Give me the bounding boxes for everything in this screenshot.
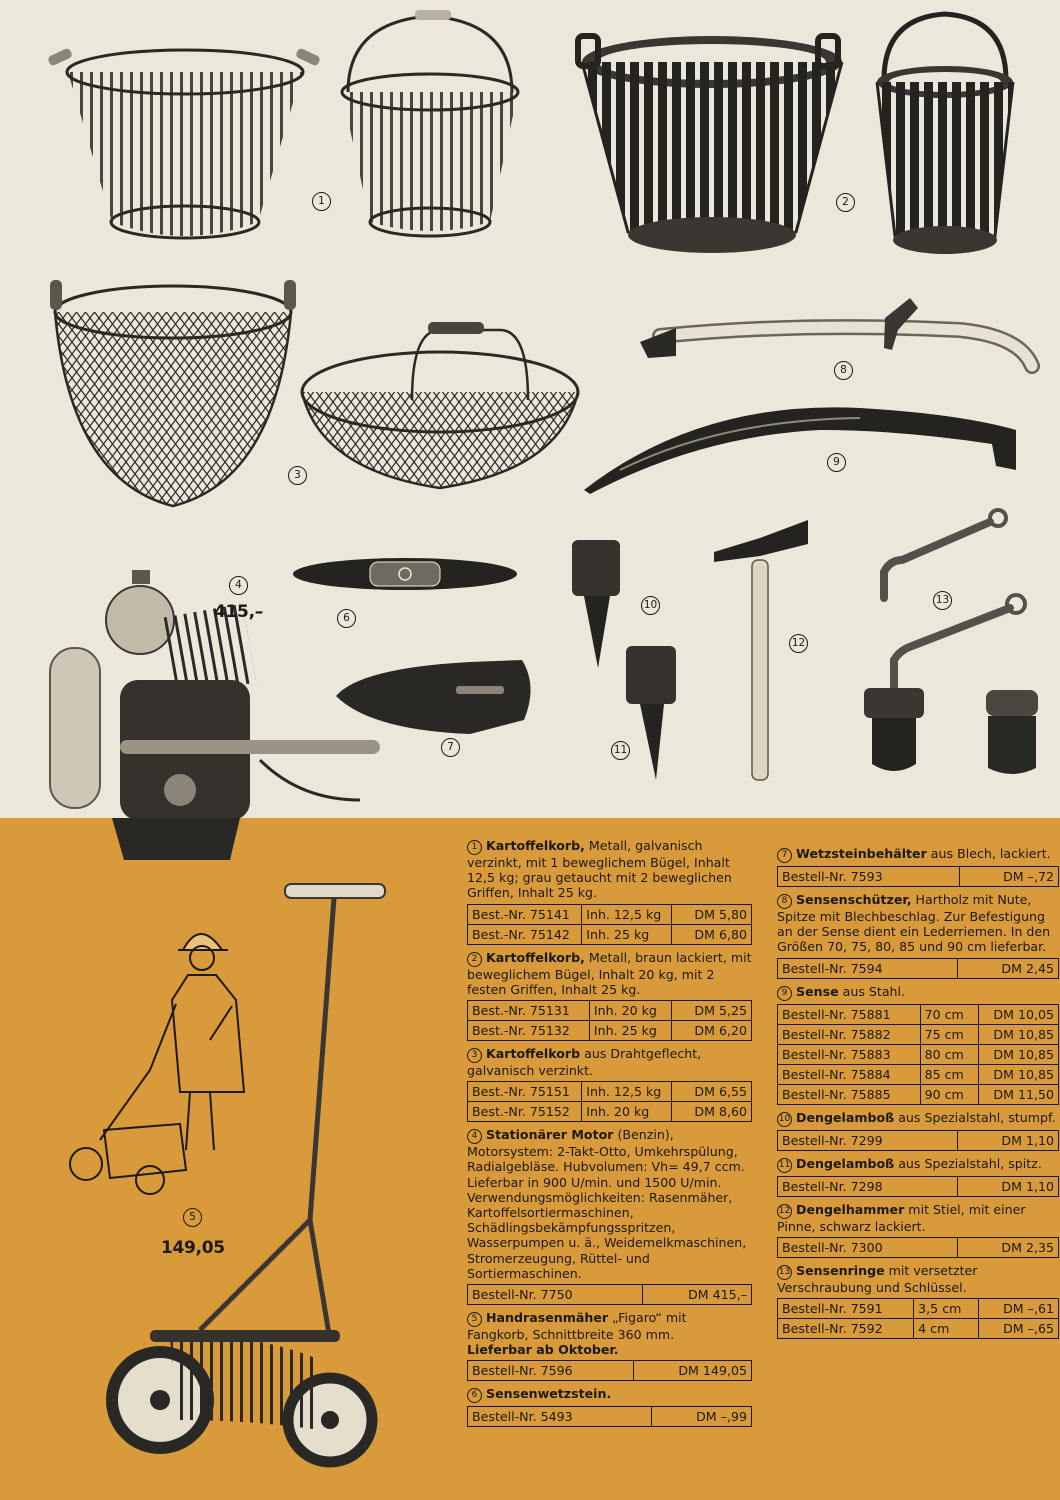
scythe-rings-image xyxy=(864,510,1038,774)
motor-price-label: 415,– xyxy=(214,602,263,622)
item-name: Stationärer Motor xyxy=(486,1127,614,1143)
item-text: aus Spezialstahl, spitz. xyxy=(894,1155,1042,1171)
order-cell: 90 cm xyxy=(920,1084,978,1104)
item-name: Kartoffelkorb, xyxy=(486,838,585,853)
price-cell: DM 415,– xyxy=(643,1285,752,1305)
price-cell: DM 10,85 xyxy=(979,1064,1059,1084)
order-cell: 80 cm xyxy=(920,1044,978,1064)
order-cell: 85 cm xyxy=(920,1064,978,1084)
order-row xyxy=(778,1064,1059,1084)
item-number: 6 xyxy=(467,1388,482,1403)
order-cell: Inh. 25 kg xyxy=(582,924,672,944)
order-cell: Inh. 25 kg xyxy=(589,1021,671,1041)
mesh-basket-round-image xyxy=(50,280,296,506)
order-table xyxy=(467,1081,752,1122)
order-row xyxy=(468,924,752,944)
item-number: 12 xyxy=(777,1204,792,1219)
order-cell: Best.-Nr. 75132 xyxy=(468,1021,590,1041)
price-cell: DM 149,05 xyxy=(634,1361,752,1381)
item-text: mit versetzter Verschraubung und Schlüssel. xyxy=(777,1262,978,1295)
item-text: aus Spezialstahl, stumpf. xyxy=(894,1109,1056,1125)
order-cell: Bestell-Nr. 7299 xyxy=(778,1130,958,1150)
order-row xyxy=(468,904,752,924)
item-description xyxy=(467,1046,752,1078)
order-row xyxy=(778,1299,1059,1319)
order-table xyxy=(467,1000,752,1041)
order-cell: Bestell-Nr. 7596 xyxy=(468,1361,634,1381)
price-cell: DM –,72 xyxy=(959,867,1058,887)
order-cell: Best.-Nr. 75131 xyxy=(468,1001,590,1021)
item-text: aus Stahl. xyxy=(838,983,906,999)
order-cell: Best.-Nr. 75151 xyxy=(468,1082,582,1102)
order-cell: Best.-Nr. 75152 xyxy=(468,1102,582,1122)
description-column-left xyxy=(467,838,752,1432)
price-cell: DM 10,85 xyxy=(979,1044,1059,1064)
order-row xyxy=(468,1407,752,1427)
callout-6: 6 xyxy=(337,609,356,628)
item-number: 9 xyxy=(777,986,792,1001)
order-cell: Bestell-Nr. 7298 xyxy=(778,1176,958,1196)
order-row xyxy=(778,958,1059,978)
item-availability: Lieferbar ab Oktober. xyxy=(467,1342,619,1358)
item-text: Metall, galvanisch verzinkt, mit 1 beweglichem Bügel, Inhalt 12,5 kg; grau getaucht mit 2 beweglichen Griffen, Inhalt 25 kg. xyxy=(467,838,732,901)
price-cell: DM 10,05 xyxy=(979,1004,1059,1024)
callout-10: 10 xyxy=(641,596,660,615)
item-name: Kartoffelkorb, xyxy=(486,949,585,965)
order-cell: Best.-Nr. 75142 xyxy=(468,924,582,944)
item-description xyxy=(777,984,1059,1001)
item-name: Handrasenmäher xyxy=(486,1310,609,1326)
woman-mowing-drawing xyxy=(70,934,244,1194)
item-number: 13 xyxy=(777,1265,792,1280)
wire-basket-bail-image xyxy=(342,10,518,236)
callout-5: 5 xyxy=(183,1208,202,1227)
order-cell: Bestell-Nr. 75881 xyxy=(778,1004,921,1024)
item-description xyxy=(777,1202,1059,1234)
price-cell: DM 1,10 xyxy=(957,1176,1058,1196)
order-table xyxy=(777,1004,1059,1105)
item-name: Sensenwetzstein. xyxy=(486,1386,612,1402)
item-description xyxy=(467,1127,752,1281)
price-cell: DM 6,20 xyxy=(672,1021,752,1041)
order-table xyxy=(467,1284,752,1305)
item-number: 10 xyxy=(777,1112,792,1127)
price-cell: DM 1,10 xyxy=(957,1130,1058,1150)
callout-8: 8 xyxy=(834,361,853,380)
price-cell: DM –,65 xyxy=(979,1319,1059,1339)
order-cell: Inh. 20 kg xyxy=(589,1001,671,1021)
order-cell: Bestell-Nr. 7592 xyxy=(778,1319,914,1339)
order-cell: Bestell-Nr. 75884 xyxy=(778,1064,921,1084)
order-cell: Bestell-Nr. 5493 xyxy=(468,1407,652,1427)
item-text: mit Stiel, mit einer Pinne, schwarz lackiert. xyxy=(777,1201,1026,1234)
item-description xyxy=(777,846,1059,863)
item-description xyxy=(777,1263,1059,1295)
item-description xyxy=(467,838,752,901)
order-cell: Bestell-Nr. 75885 xyxy=(778,1084,921,1104)
price-cell: DM 2,45 xyxy=(957,958,1058,978)
order-row xyxy=(778,1004,1059,1024)
item-text: (Benzin), Motorsystem: 2-Takt-Otto, Umkehrspülung, Radialgebläse. Hubvolumen: Vh= 49,7 ccm. Lieferbar in 900 U/min. und 1500 U/min. Verwendungsmöglichkeiten: Rasenmäher, Kartoffelsortiermaschinen, Schädlingsbekämpfungsspritzen, Wasserpumpen u. ä., Weidemelkmaschinen, Stromerzeugung, Rüttel- und Sortiermaschinen. xyxy=(467,1127,747,1281)
order-row xyxy=(468,1021,752,1041)
callout-4: 4 xyxy=(229,576,248,595)
item-text: aus Blech, lackiert. xyxy=(926,846,1051,861)
item-text: Metall, braun lackiert, mit beweglichem Bügel, Inhalt 20 kg, mit 2 festen Griffen, Inhalt 25 kg. xyxy=(467,949,752,997)
anvil-pointed-image xyxy=(626,646,676,780)
scythe-blade-image xyxy=(584,407,1016,494)
callout-13: 13 xyxy=(933,591,952,610)
price-cell: DM 8,60 xyxy=(672,1102,752,1122)
item-number: 11 xyxy=(777,1158,792,1173)
callout-2: 2 xyxy=(836,193,855,212)
order-row xyxy=(778,1024,1059,1044)
order-cell: 3,5 cm xyxy=(914,1299,979,1319)
order-cell: Bestell-Nr. 7750 xyxy=(468,1285,643,1305)
order-row xyxy=(778,1237,1059,1257)
callout-12: 12 xyxy=(789,634,808,653)
mower-price-label: 149,05 xyxy=(161,1238,225,1258)
order-row xyxy=(468,1361,752,1381)
order-table xyxy=(467,1406,752,1427)
item-number: 5 xyxy=(467,1312,482,1327)
item-number: 3 xyxy=(467,1048,482,1063)
order-cell: Bestell-Nr. 7591 xyxy=(778,1299,914,1319)
order-cell: 70 cm xyxy=(920,1004,978,1024)
item-name: Sensenringe xyxy=(796,1262,885,1278)
price-cell: DM –,99 xyxy=(651,1407,751,1427)
order-table xyxy=(467,1360,752,1381)
order-cell: Bestell-Nr. 75882 xyxy=(778,1024,921,1044)
slatted-basket-bail-image xyxy=(877,14,1013,254)
price-cell: DM 5,25 xyxy=(672,1001,752,1021)
order-cell: Best.-Nr. 75141 xyxy=(468,904,582,924)
price-cell: DM –,61 xyxy=(979,1299,1059,1319)
item-description xyxy=(777,1156,1059,1173)
item-description xyxy=(467,950,752,997)
order-table xyxy=(777,1130,1059,1151)
order-cell: Inh. 12,5 kg xyxy=(582,904,672,924)
order-cell: 4 cm xyxy=(914,1319,979,1339)
description-column-right xyxy=(777,846,1059,1344)
price-cell: DM 10,85 xyxy=(979,1024,1059,1044)
order-table xyxy=(467,904,752,945)
item-text: aus Drahtgeflecht, galvanisch verzinkt. xyxy=(467,1046,702,1079)
order-cell: Bestell-Nr. 75883 xyxy=(778,1044,921,1064)
item-description xyxy=(467,1310,752,1357)
price-cell: DM 2,35 xyxy=(957,1237,1058,1257)
whetstone-holder-image xyxy=(336,660,531,734)
item-text: Hartholz mit Nute, Spitze mit Blechbeschlag. Zur Befestigung an der Sense dient ein Lederriemen. In den Größen 70, 75, 80, 85 und 90 cm lieferbar. xyxy=(777,892,1051,955)
item-text: „Figaro“ mit Fangkorb, Schnittbreite 360 mm. xyxy=(467,1310,687,1343)
order-row xyxy=(778,1319,1059,1339)
callout-11: 11 xyxy=(611,741,630,760)
order-row xyxy=(778,1176,1059,1196)
slatted-basket-large-image xyxy=(578,36,842,253)
order-row xyxy=(778,1084,1059,1104)
whetstone-image xyxy=(293,558,517,590)
price-cell: DM 6,55 xyxy=(672,1082,752,1102)
price-cell: DM 5,80 xyxy=(672,904,752,924)
order-cell: Bestell-Nr. 7594 xyxy=(778,958,958,978)
item-name: Kartoffelkorb xyxy=(486,1046,581,1062)
item-number: 8 xyxy=(777,894,792,909)
item-description xyxy=(777,1110,1059,1127)
price-cell: DM 11,50 xyxy=(979,1084,1059,1104)
anvil-blunt-image xyxy=(572,540,620,668)
callout-7: 7 xyxy=(441,738,460,757)
order-cell: 75 cm xyxy=(920,1024,978,1044)
order-cell: Bestell-Nr. 7593 xyxy=(778,867,960,887)
item-name: Sense xyxy=(796,983,839,999)
order-row xyxy=(468,1102,752,1122)
item-name: Dengelamboß xyxy=(796,1155,895,1171)
order-row xyxy=(778,1044,1059,1064)
item-number: 4 xyxy=(467,1129,482,1144)
order-row xyxy=(468,1082,752,1102)
item-description xyxy=(467,1386,752,1403)
order-table xyxy=(777,1298,1059,1339)
item-number: 7 xyxy=(777,848,792,863)
price-cell: DM 6,80 xyxy=(672,924,752,944)
order-row xyxy=(468,1001,752,1021)
item-number: 1 xyxy=(467,840,482,855)
item-name: Sensenschützer, xyxy=(796,892,912,907)
item-name: Dengelhammer xyxy=(796,1201,905,1217)
mesh-basket-oval-image xyxy=(302,322,578,488)
order-table xyxy=(777,958,1059,979)
callout-3: 3 xyxy=(288,466,307,485)
callout-1: 1 xyxy=(312,192,331,211)
wire-basket-1-image xyxy=(47,47,321,238)
order-table xyxy=(777,866,1059,887)
order-row xyxy=(778,1130,1059,1150)
item-number: 2 xyxy=(467,952,482,967)
scythe-protector-image xyxy=(640,298,1032,366)
item-description xyxy=(777,892,1059,955)
item-name: Dengelamboß xyxy=(796,1109,895,1125)
order-table xyxy=(777,1176,1059,1197)
item-name: Wetzsteinbehälter xyxy=(796,846,927,861)
order-cell: Bestell-Nr. 7300 xyxy=(778,1237,958,1257)
order-table xyxy=(777,1237,1059,1258)
order-row xyxy=(778,867,1059,887)
order-cell: Inh. 12,5 kg xyxy=(582,1082,672,1102)
order-cell: Inh. 20 kg xyxy=(582,1102,672,1122)
callout-9: 9 xyxy=(827,453,846,472)
order-row xyxy=(468,1285,752,1305)
